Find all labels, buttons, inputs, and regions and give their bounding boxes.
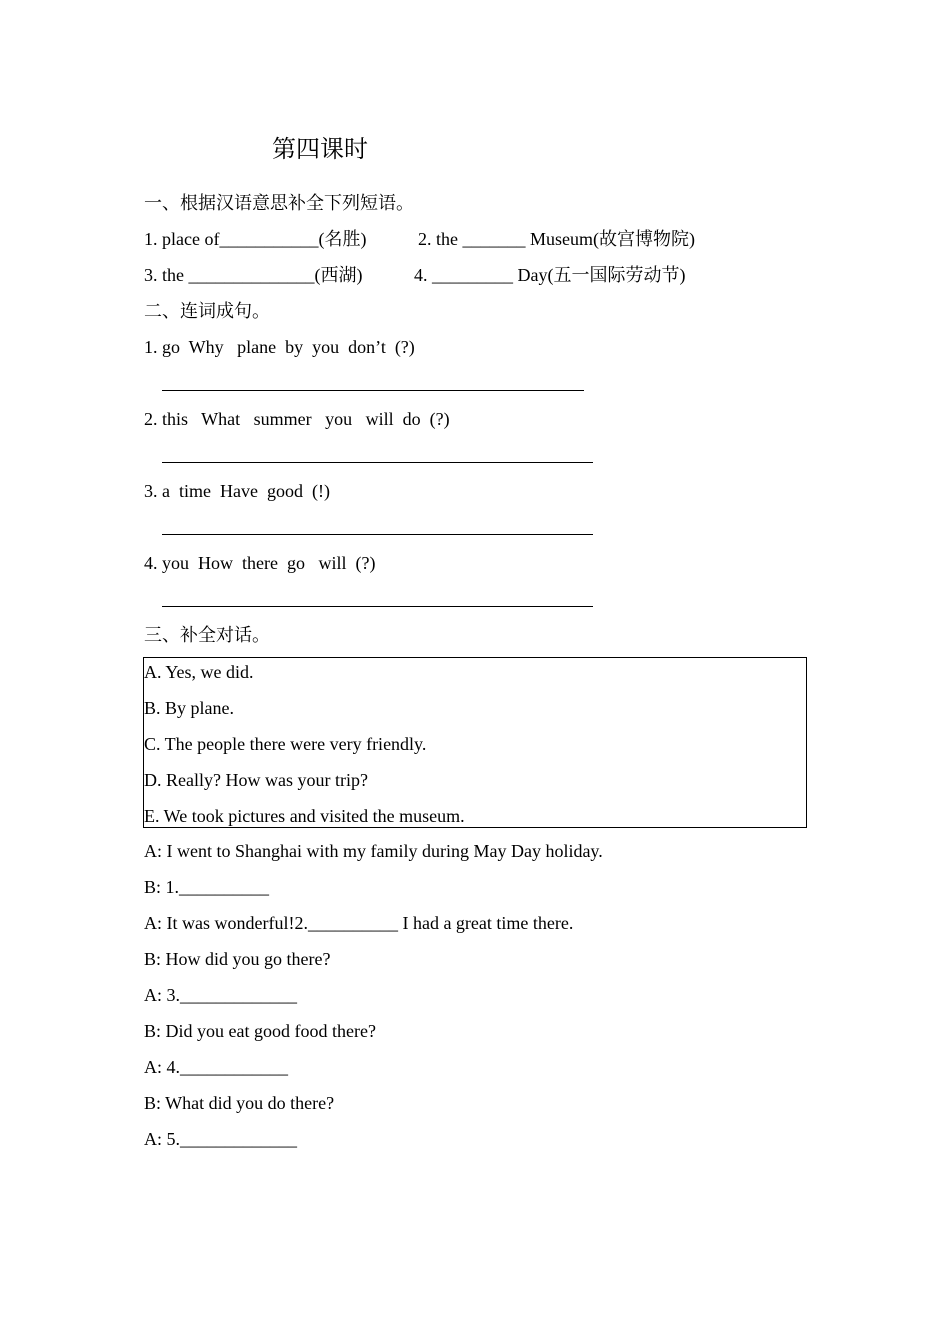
page-title: 第四课时 [272, 137, 368, 163]
dialogue-line: A: 5._____________ [144, 1129, 297, 1149]
reorder-item-3: 3. a time Have good (!) [144, 481, 330, 501]
reorder-item-2: 2. this What summer you will do (?) [144, 409, 450, 429]
option-c: C. The people there were very friendly. [144, 734, 427, 754]
answer-line-3[interactable] [162, 534, 593, 535]
reorder-item-4: 4. you How there go will (?) [144, 553, 376, 573]
reorder-item-1: 1. go Why plane by you don’t (?) [144, 337, 415, 357]
option-b: B. By plane. [144, 698, 234, 718]
dialogue-line: B: How did you go there? [144, 949, 331, 969]
phrase-item-2: 2. the _______ Museum(故宫博物院) [418, 229, 695, 249]
dialogue-line: A: I went to Shanghai with my family during May Day holiday. [144, 841, 603, 861]
phrase-item-4: 4. _________ Day(五一国际劳动节) [414, 265, 686, 285]
section1-heading: 一、根据汉语意思补全下列短语。 [144, 193, 414, 213]
dialogue-line: A: 4.____________ [144, 1057, 288, 1077]
option-e: E. We took pictures and visited the museum. [144, 806, 465, 826]
section2-heading: 二、连词成句。 [144, 301, 270, 321]
dialogue-line: B: Did you eat good food there? [144, 1021, 376, 1041]
answer-line-4[interactable] [162, 606, 593, 607]
phrase-item-3: 3. the ______________(西湖) [144, 265, 363, 285]
section3-heading: 三、补全对话。 [144, 625, 270, 645]
dialogue-line: A: It was wonderful!2.__________ I had a great time there. [144, 913, 574, 933]
option-d: D. Really? How was your trip? [144, 770, 368, 790]
dialogue-line: B: 1.__________ [144, 877, 270, 897]
answer-line-1[interactable] [162, 390, 584, 391]
options-box [143, 657, 807, 828]
dialogue-line: B: What did you do there? [144, 1093, 335, 1113]
dialogue-line: A: 3._____________ [144, 985, 297, 1005]
option-a: A. Yes, we did. [144, 662, 254, 682]
phrase-item-1: 1. place of___________(名胜) [144, 229, 367, 249]
answer-line-2[interactable] [162, 462, 593, 463]
